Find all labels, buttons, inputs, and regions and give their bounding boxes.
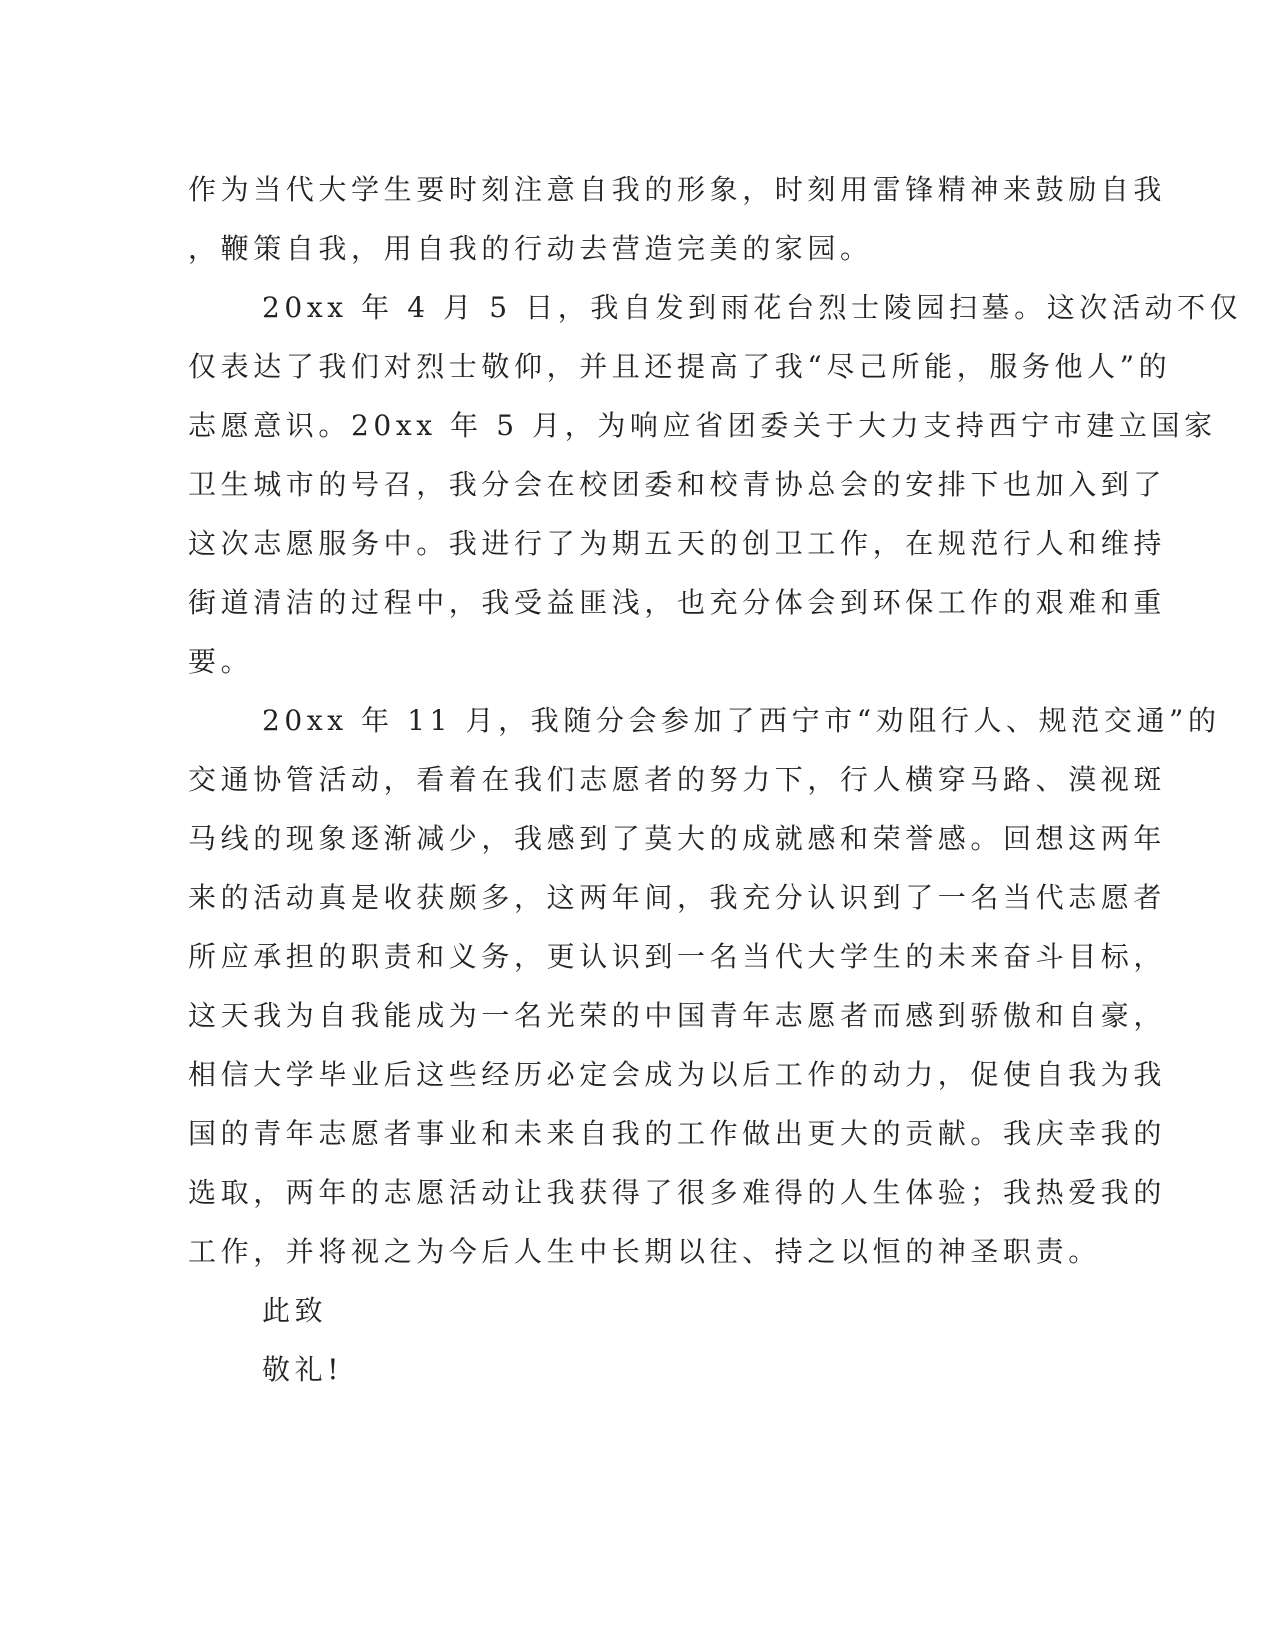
text-line: 志愿意识。20xx 年 5 月，为响应省团委关于大力支持西宁市建立国家 [188,409,1217,442]
text-line: 卫生城市的号召，我分会在校团委和校青协总会的安排下也加入到了 [188,468,1167,501]
text-line: 来的活动真是收获颇多，这两年间，我充分认识到了一名当代志愿者 [188,881,1167,914]
text-line: 工作，并将视之为今后人生中长期以往、持之以恒的神圣职责。 [188,1235,1101,1268]
paragraph-start-line: 20xx 年 4 月 5 日，我自发到雨花台烈士陵园扫墓。这次活动不仅 [262,291,1243,324]
text-line: 所应承担的职责和义务，更认识到一名当代大学生的未来奋斗目标， [188,940,1167,973]
text-line: ，鞭策自我，用自我的行动去营造完美的家园。 [188,232,873,265]
text-line: 街道清洁的过程中，我受益匪浅，也充分体会到环保工作的艰难和重 [188,586,1167,619]
paragraph-start-line: 20xx 年 11 月，我随分会参加了西宁市“劝阻行人、规范交通”的 [262,704,1221,737]
text-line: 马线的现象逐渐减少，我感到了莫大的成就感和荣誉感。回想这两年 [188,822,1167,855]
text-line: 要。 [188,645,254,678]
text-line: 仅表达了我们对烈士敬仰，并且还提高了我“尽己所能，服务他人”的 [188,350,1172,383]
text-line: 选取，两年的志愿活动让我获得了很多难得的人生体验；我热爱我的 [188,1176,1167,1209]
text-line: 国的青年志愿者事业和未来自我的工作做出更大的贡献。我庆幸我的 [188,1117,1167,1150]
text-line: 交通协管活动，看着在我们志愿者的努力下，行人横穿马路、漠视斑 [188,763,1167,796]
text-line: 这天我为自我能成为一名光荣的中国青年志愿者而感到骄傲和自豪， [188,999,1167,1032]
closing-salutation: 此致 [262,1294,328,1327]
text-line: 相信大学毕业后这些经历必定会成为以后工作的动力，促使自我为我 [188,1058,1167,1091]
text-line: 这次志愿服务中。我进行了为期五天的创卫工作，在规范行人和维持 [188,527,1167,560]
closing-regards: 敬礼! [262,1353,344,1386]
text-line: 作为当代大学生要时刻注意自我的形象，时刻用雷锋精神来鼓励自我 [188,173,1167,206]
letter-body [188,160,1243,1399]
